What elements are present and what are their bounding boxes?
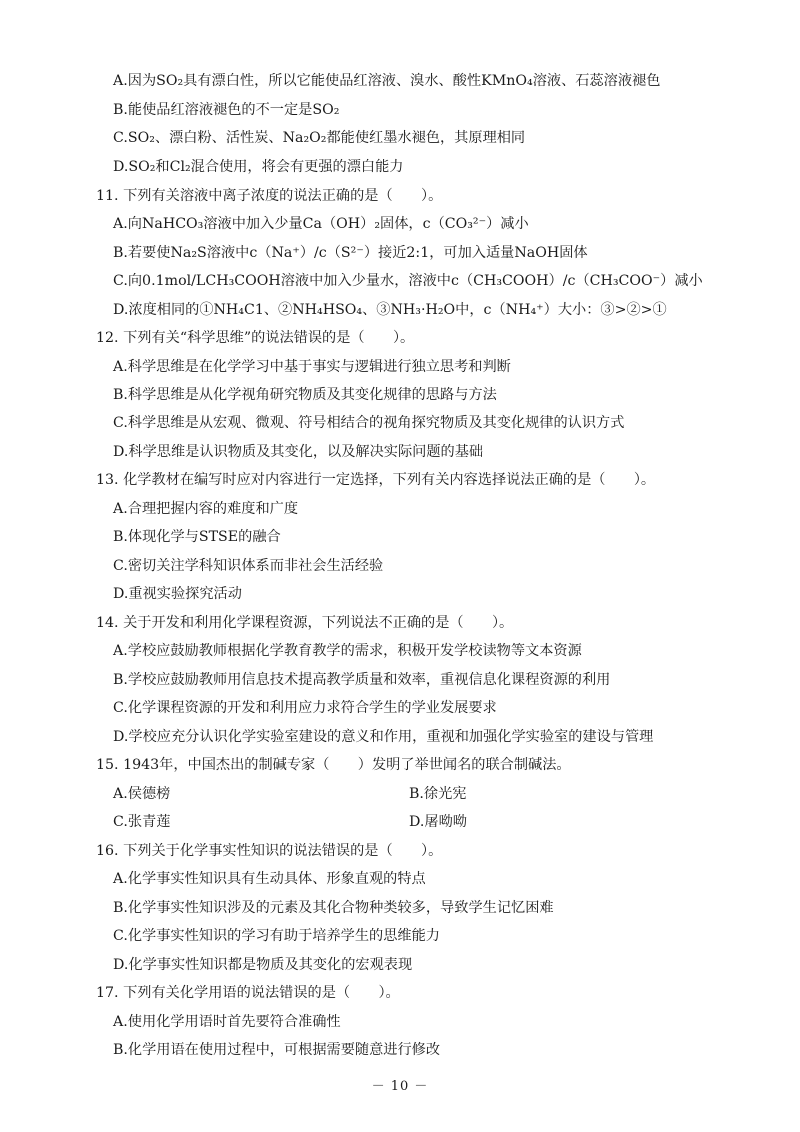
q13-option-b: B.体现化学与STSE的融合 — [113, 529, 281, 545]
q12-option-a: A.科学思维是在化学学习中基于事实与逻辑进行独立思考和判断 — [113, 359, 511, 375]
q13-option-c: C.密切关注学科知识体系而非社会生活经验 — [113, 558, 384, 574]
q17-option-a: A.使用化学用语时首先要符合准确性 — [113, 1014, 341, 1030]
q10-option-c: C.SO₂、漂白粉、活性炭、Na₂O₂都能使红墨水褪色，其原理相同 — [113, 130, 526, 146]
q13-stem: 13. 化学教材在编写时应对内容进行一定选择，下列有关内容选择说法正确的是（ ）。 — [96, 472, 656, 488]
q15-option-d: D.屠呦呦 — [409, 814, 467, 830]
q11-option-b: B.若要使Na₂S溶液中c（Na⁺）/c（S²⁻）接近2:1，可加入适量NaOH固体 — [113, 245, 588, 261]
q11-stem: 11. 下列有关溶液中离子浓度的说法正确的是（ ）。 — [96, 188, 443, 204]
q12-option-c: C.科学思维是从宏观、微观、符号相结合的视角探究物质及其变化规律的认识方式 — [113, 415, 625, 431]
q14-option-c: C.化学课程资源的开发和利用应力求符合学生的学业发展要求 — [113, 700, 497, 716]
q12-option-d: D.科学思维是认识物质及其变化，以及解决实际问题的基础 — [113, 444, 484, 460]
q14-option-b: B.学校应鼓励教师用信息技术提高教学质量和效率，重视信息化课程资源的利用 — [113, 672, 611, 688]
q10-option-b: B.能使品红溶液褪色的不一定是SO₂ — [113, 102, 340, 118]
q11-option-a: A.向NaHCO₃溶液中加入少量Ca（OH）₂固体，c（CO₃²⁻）减小 — [113, 216, 529, 232]
q16-stem: 16. 下列关于化学事实性知识的说法错误的是（ ）。 — [96, 843, 443, 859]
q12-stem: 12. 下列有关“科学思维”的说法错误的是（ ）。 — [96, 330, 415, 346]
q13-option-d: D.重视实验探究活动 — [113, 586, 242, 602]
page-number: － 10 － — [371, 1079, 429, 1094]
q16-option-b: B.化学事实性知识涉及的元素及其化合物种类较多，导致学生记忆困难 — [113, 900, 554, 916]
q16-option-a: A.化学事实性知识具有生动具体、形象直观的特点 — [113, 871, 426, 887]
q17-stem: 17. 下列有关化学用语的说法错误的是（ ）。 — [96, 985, 400, 1001]
q15-option-c: C.张青莲 — [113, 814, 171, 830]
q10-option-a: A.因为SO₂具有漂白性，所以它能使品红溶液、溴水、酸性KMnO₄溶液、石蕊溶液褪色 — [113, 73, 661, 89]
q10-option-d: D.SO₂和Cl₂混合使用，将会有更强的漂白能力 — [113, 159, 404, 175]
q16-option-c: C.化学事实性知识的学习有助于培养学生的思维能力 — [113, 928, 440, 944]
q11-option-d: D.浓度相同的①NH₄C1、②NH₄HSO₄、③NH₃·H₂O中，c（NH₄⁺）大小：③>②>① — [113, 302, 667, 318]
q14-option-a: A.学校应鼓励教师根据化学教育教学的需求，积极开发学校读物等文本资源 — [113, 643, 582, 659]
q14-option-d: D.学校应充分认识化学实验室建设的意义和作用，重视和加强化学实验室的建设与管理 — [113, 729, 654, 745]
q11-option-c: C.向0.1mol/LCH₃COOH溶液中加入少量水，溶液中c（CH₃COOH）/c（CH₃COO⁻）减小 — [113, 273, 703, 289]
q16-option-d: D.化学事实性知识都是物质及其变化的宏观表现 — [113, 957, 413, 973]
q17-option-b: B.化学用语在使用过程中，可根据需要随意进行修改 — [113, 1042, 441, 1058]
q15-option-b: B.徐光宪 — [409, 786, 467, 802]
q14-stem: 14. 关于开发和利用化学课程资源，下列说法不正确的是（ ）。 — [96, 615, 514, 631]
q15-option-a: A.侯德榜 — [113, 786, 171, 802]
q12-option-b: B.科学思维是从化学视角研究物质及其变化规律的思路与方法 — [113, 387, 497, 403]
q15-stem: 15. 1943年，中国杰出的制碱专家（ ）发明了举世闻名的联合制碱法。 — [96, 757, 571, 773]
q13-option-a: A.合理把握内容的难度和广度 — [113, 501, 299, 517]
